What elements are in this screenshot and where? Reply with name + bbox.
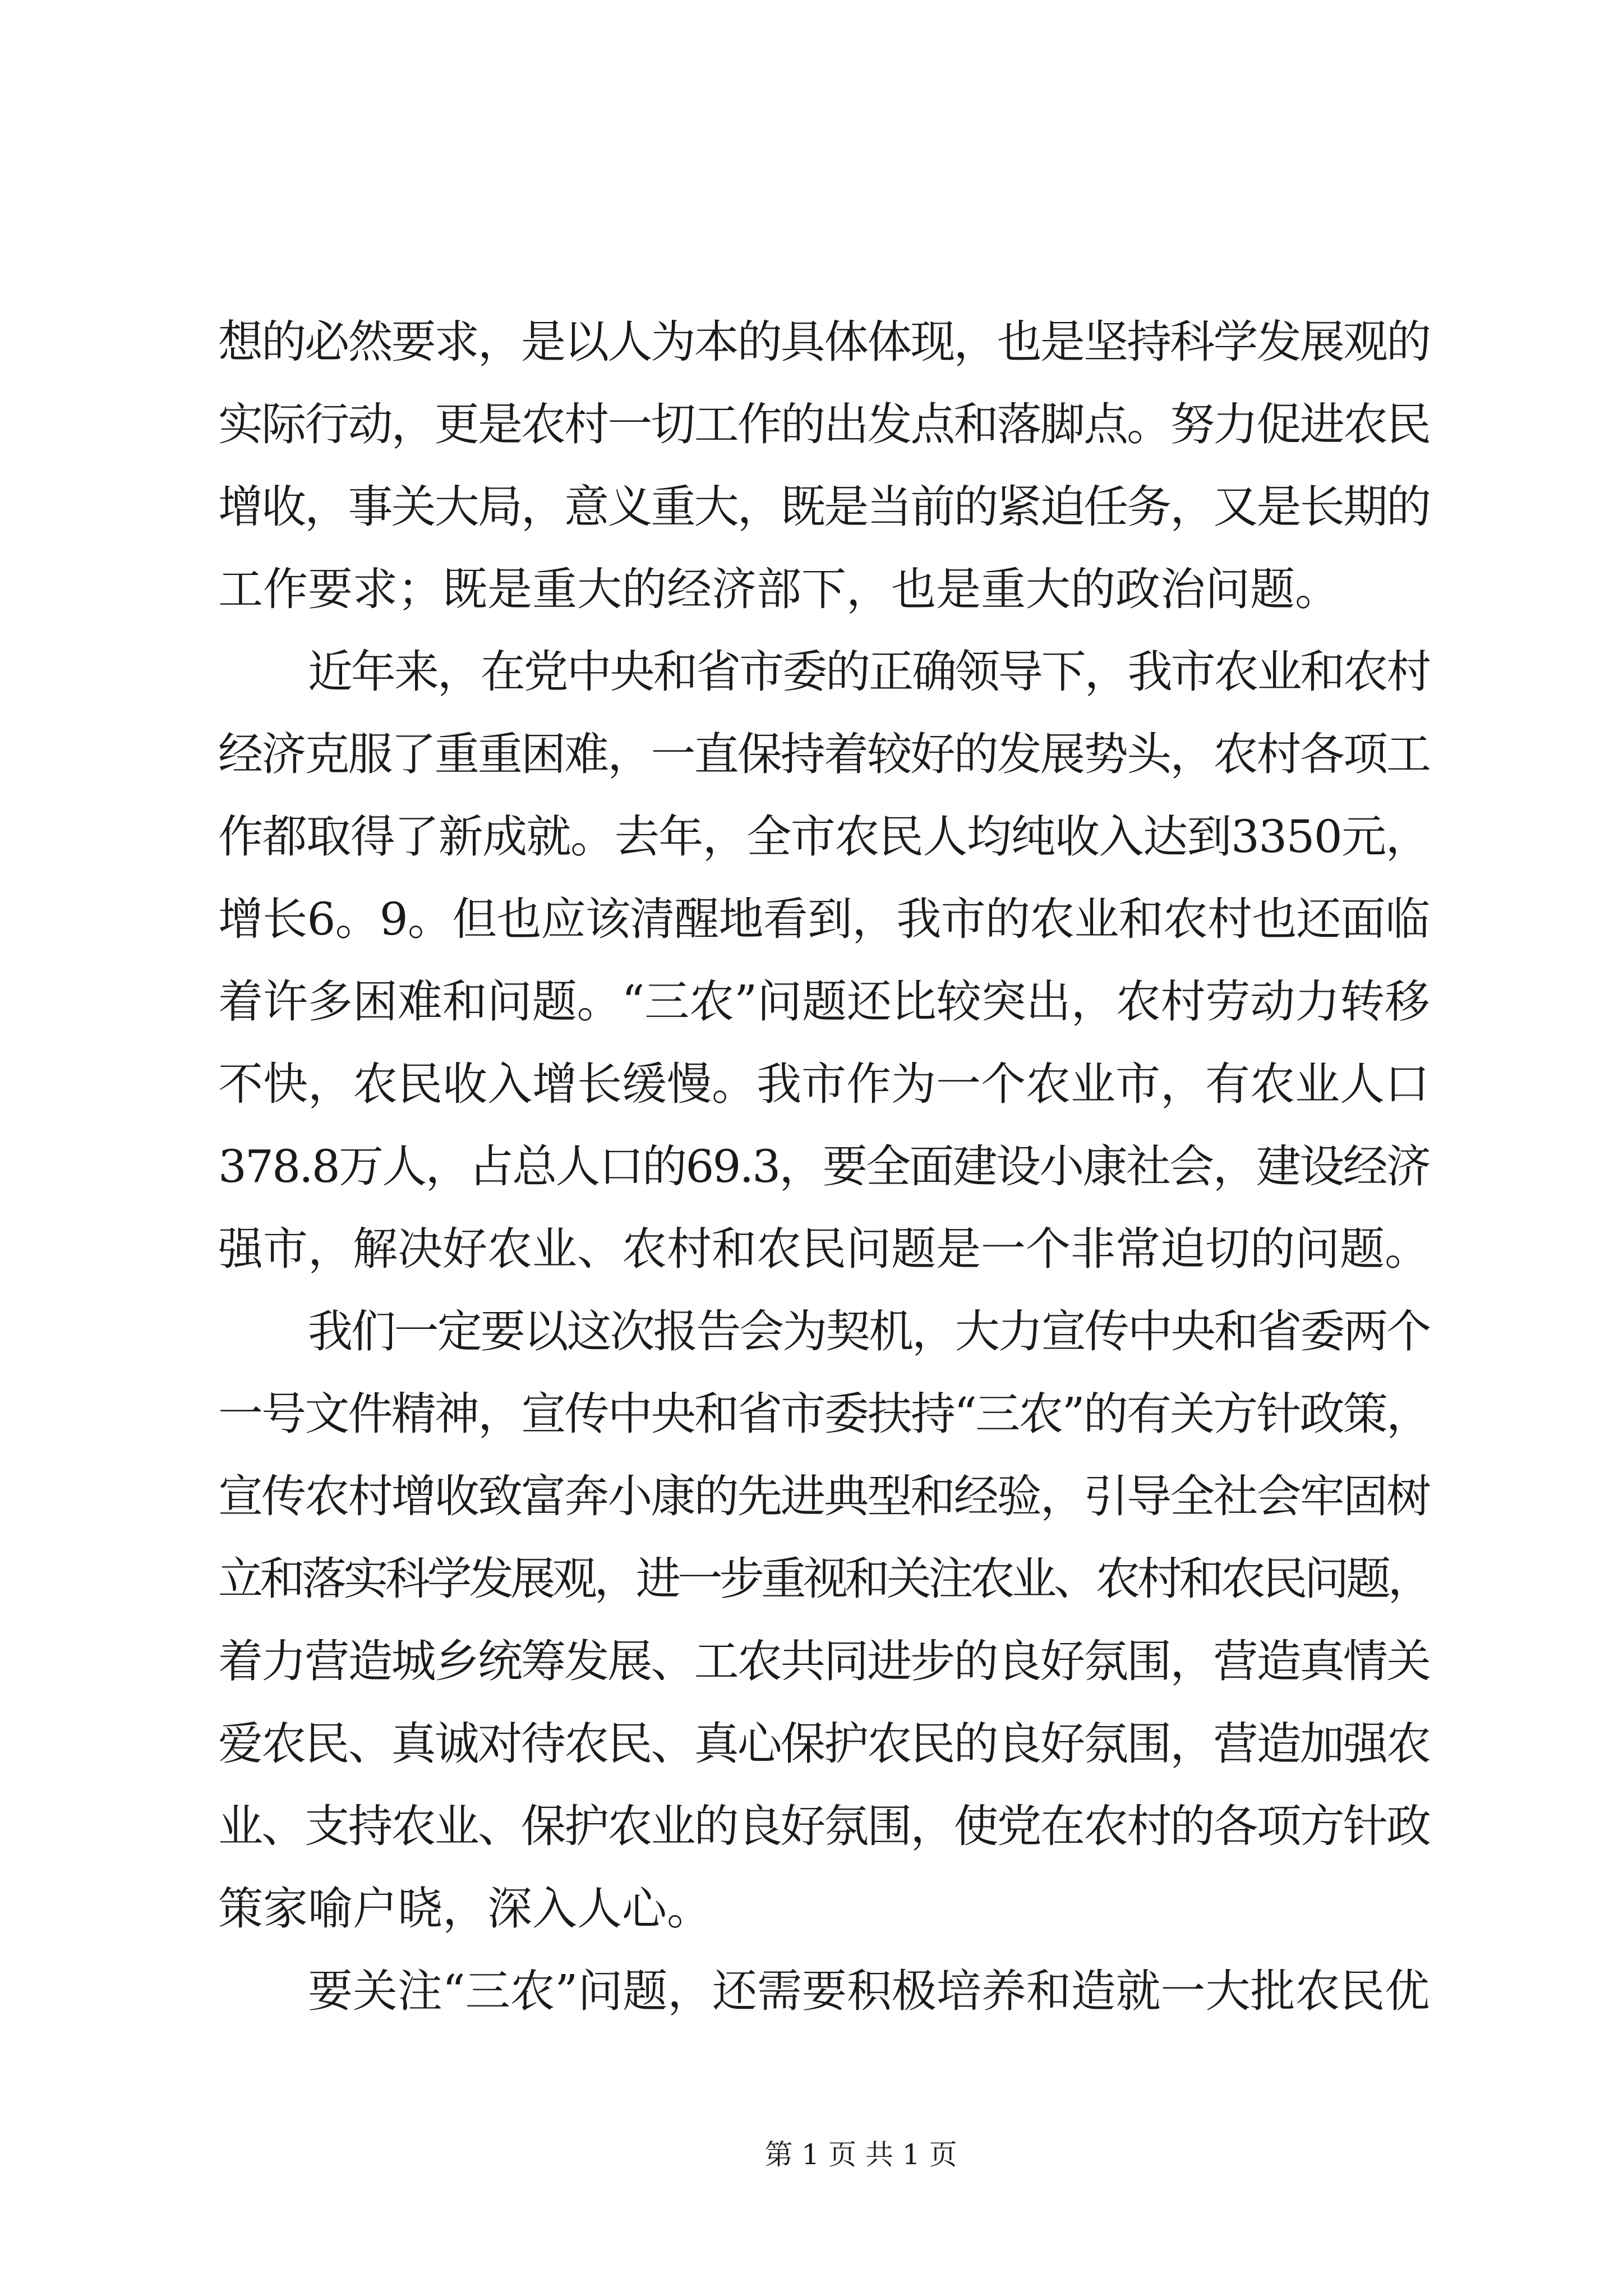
text-line: 经济克服了重重困难，一直保持着较好的发展势头，农村各项工 [218,728,1430,780]
paragraph [218,1950,1430,2032]
text-line: 增长6。9。但也应该清醒地看到，我市的农业和农村也还面临 [218,893,1430,945]
text-line: 实际行动，更是农村一切工作的出发点和落脚点。努力促进农民 [218,398,1430,450]
text-line: 想的必然要求，是以人为本的具体体现，也是坚持科学发展观的 [218,316,1430,368]
text-line: 业、支持农业、保护农业的良好氛围，使党在农村的各项方针政 [218,1800,1430,1852]
text-line: 宣传农村增收致富奔小康的先进典型和经验，引导全社会牢固树 [218,1470,1430,1522]
text-line: 着力营造城乡统筹发展、工农共同进步的良好氛围，营造真情关 [218,1635,1430,1687]
text-line: 我们一定要以这次报告会为契机，大力宣传中央和省委两个 [308,1305,1430,1358]
text-line: 爱农民、真诚对待农民、真心保护农民的良好氛围，营造加强农 [218,1718,1430,1770]
text-line: 立和落实科学发展观，进一步重视和关注农业、农村和农民问题， [218,1553,1430,1605]
paragraph [218,301,1430,631]
text-line: 强市，解决好农业、农村和农民问题是一个非常迫切的问题。 [218,1223,1430,1275]
text-line: 策家喻户晓，深入人心。 [218,1883,712,1935]
page-footer: 第 1 页 共 1 页 [764,2138,957,2171]
text-line: 工作要求；既是重大的经济部下，也是重大的政治问题。 [218,563,1340,615]
text-line: 作都取得了新成就。去年，全市农民人均纯收入达到3350元， [218,811,1430,863]
text-line: 增收，事关大局，意义重大，既是当前的紧迫任务，又是长期的 [218,481,1430,533]
text-line: 不快，农民收入增长缓慢。我市作为一个农业市，有农业人口 [218,1058,1430,1110]
document-body [218,301,1430,2032]
paragraph [218,1290,1430,1950]
text-line: 一号文件精神，宣传中央和省市委扶持“三农”的有关方针政策， [218,1388,1430,1440]
text-line: 要关注“三农”问题，还需要积极培养和造就一大批农民优 [308,1965,1430,2017]
paragraph [218,631,1430,1290]
text-line: 着许多困难和问题。“三农”问题还比较突出，农村劳动力转移 [218,976,1430,1028]
text-line: 近年来，在党中央和省市委的正确领导下，我市农业和农村 [308,646,1430,698]
text-line: 378.8万人，占总人口的69.3，要全面建设小康社会，建设经济 [218,1140,1430,1193]
